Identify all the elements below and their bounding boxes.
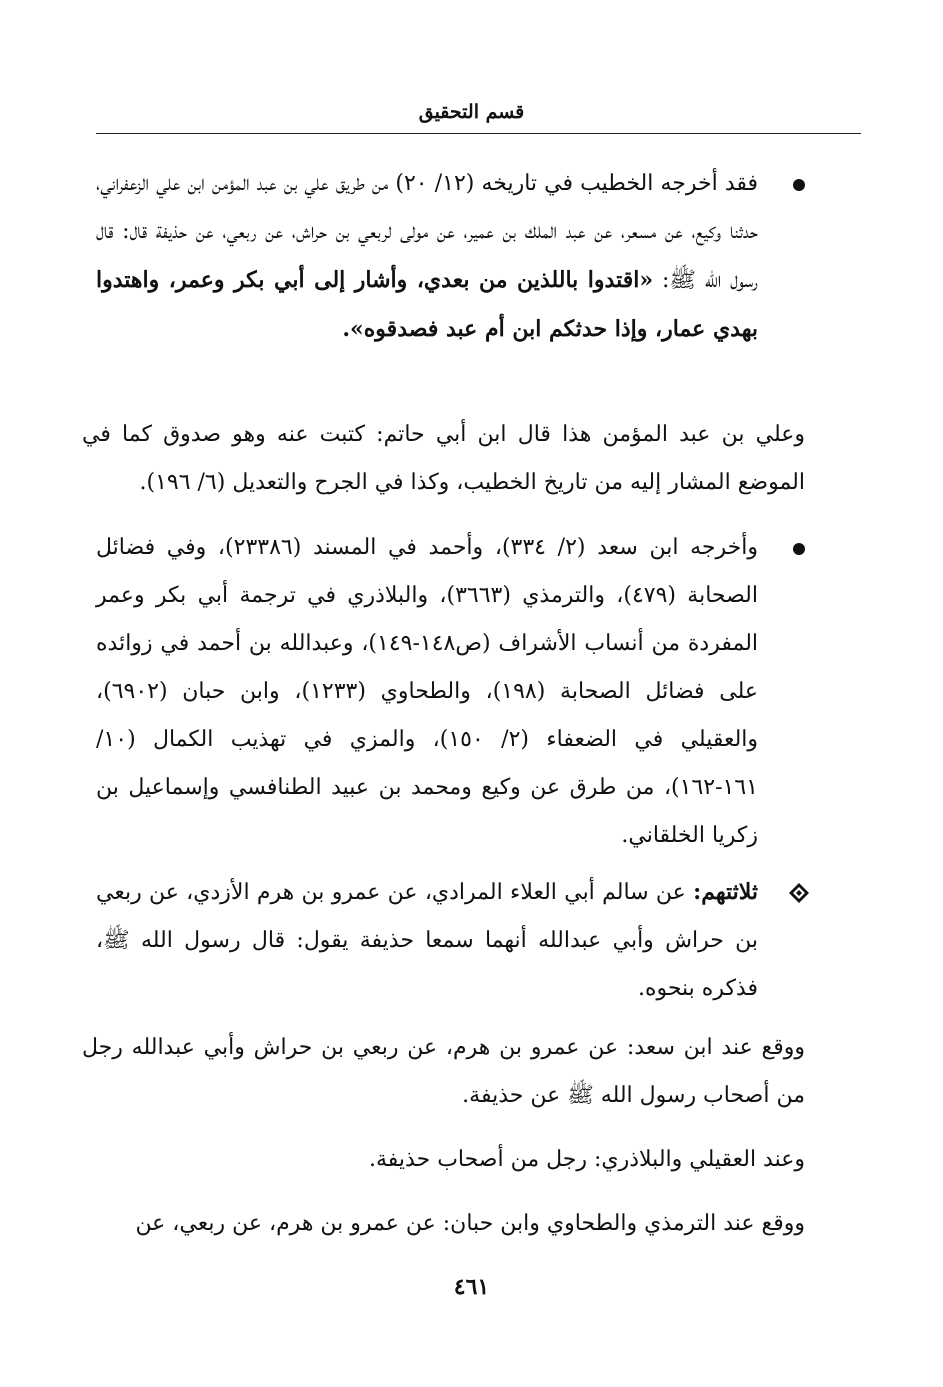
bullet-dot-icon: [793, 160, 805, 208]
paragraph-text: فقد أخرجه الخطيب في تاريخه (١٢/ ٢٠) من طريق علي بن عبد المؤمن ابن علي الزعفراني، حدثنا وكيع، عن مسعر، عن عبد الملك بن عمير، عن مولى لربعي بن حراش، عن ربعي، عن حذيفة قال: قال رسول الله ﷺ:: [96, 171, 759, 293]
paragraph-label: ثلاثتهم:: [693, 879, 758, 905]
bullet-paragraph-2: وأخرجه ابن سعد (٢/ ٣٣٤)، وأحمد في المسند (٢٣٣٨٦)، وفي فضائل الصحابة (٤٧٩)، والترمذي (٣٦٦٣)، والبلاذري في ترجمة أبي بكر وعمر المفردة من أنساب الأشراف (ص١٤٨-١٤٩)، وعبدالله بن أحمد في زوائده على فضائل الصحابة (١٩٨)، والطحاوي (١٢٣٣)، وابن حبان (٦٩٠٢)، والعقيلي في الضعفاء (٢/ ١٥٠)، والمزي في تهذيب الكمال (١٠/ ١٦١-١٦٢)، من طرق عن وكيع ومحمد بن عبيد الطنافسي وإسماعيل بن زكريا الخلقاني.: [96, 535, 759, 848]
page-number: ٤٦١: [453, 1274, 490, 1300]
bullet-dot-icon: [793, 524, 805, 572]
paragraph-5: ووقع عند الترمذي والطحاوي وابن حبان: عن عمرو بن هرم، عن ربعي، عن: [135, 1211, 805, 1236]
paragraph-text: عن سالم أبي العلاء المرادي، عن عمرو بن هرم الأزدي، عن ربعي بن حراش وأبي عبدالله أنهما سمعا حذيفة يقول: قال رسول الله ﷺ، فذكره بنحوه.: [96, 880, 758, 1001]
header-rule: [96, 133, 861, 134]
paragraph-4: وعند العقيلي والبلاذري: رجل من أصحاب حذيفة.: [369, 1147, 805, 1172]
diamond-paragraph: [96, 868, 758, 1013]
paragraph-3: ووقع عند ابن سعد: عن عمرو بن هرم، عن ربعي بن حراش وأبي عبدالله رجل من أصحاب رسول الله ﷺ عن حذيفة.: [82, 1035, 805, 1108]
diamond-bullet-icon: [788, 873, 810, 895]
hadith-quote: «اقتدوا باللذين من بعدي، وأشار إلى أبي بكر وعمر، واهتدوا بهدي عمار، وإذا حدثكم ابن أم عبد فصدقوه».: [96, 267, 758, 342]
diamond-icon: [788, 882, 810, 904]
running-title: قسم التحقيق: [418, 101, 525, 123]
bullet-paragraph-1: [96, 160, 758, 354]
paragraph-2: وعلي بن عبد المؤمن هذا قال ابن أبي حاتم: كتبت عنه وهو صدوق كما في الموضع المشار إليه من تاريخ الخطيب، وكذا في الجرح والتعديل (٦/ ١٩٦).: [82, 422, 805, 495]
